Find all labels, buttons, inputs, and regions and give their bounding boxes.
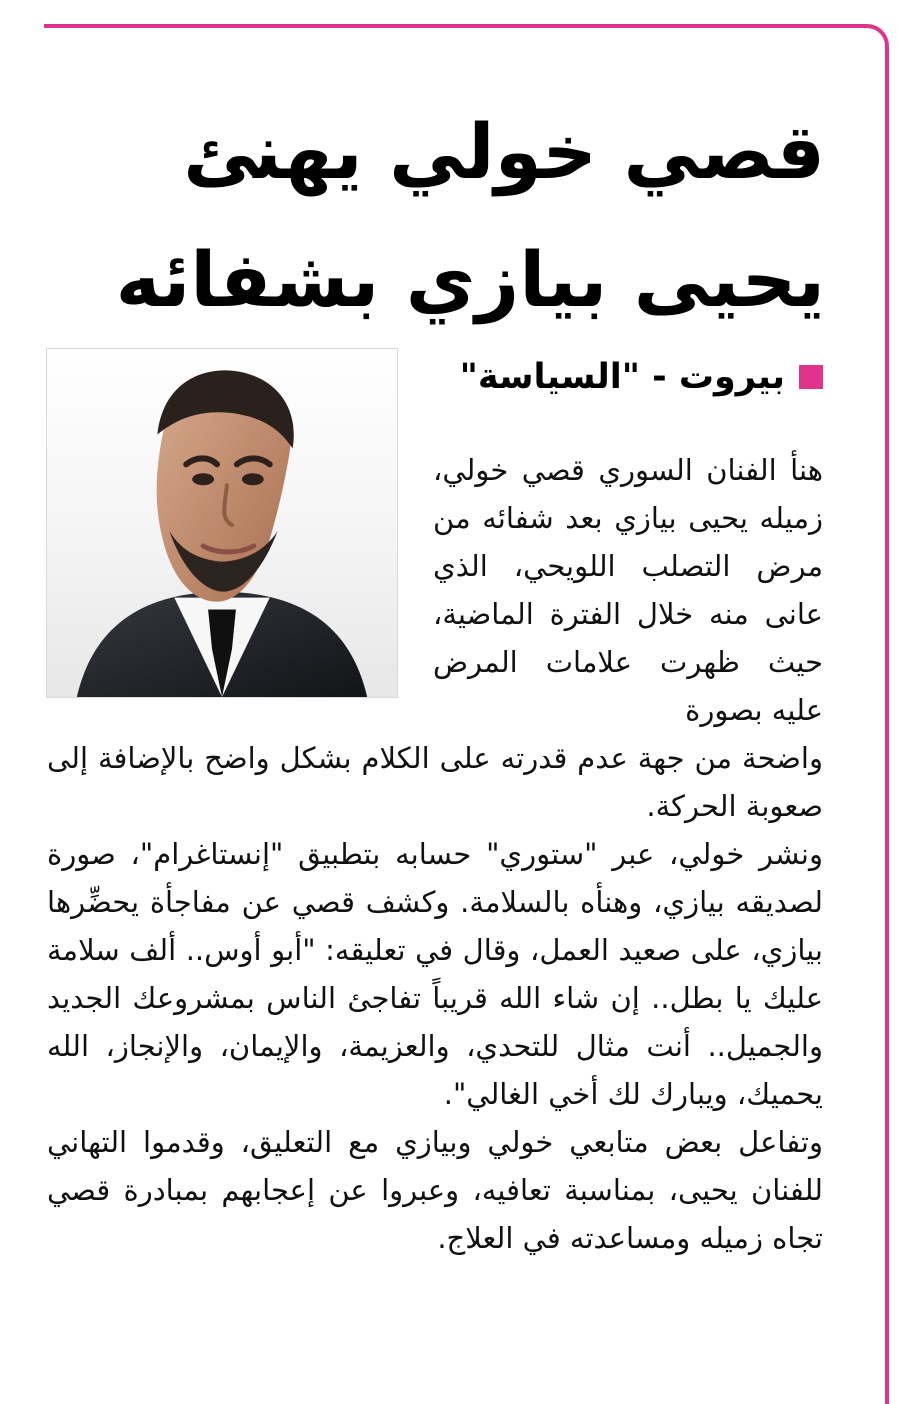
left-eye (192, 473, 214, 485)
headline-line-1: قصي خولي يهنئ (183, 107, 825, 196)
article-body (47, 734, 823, 1262)
right-eye (242, 473, 264, 485)
headline-line-2: يحيى بيازي بشفائه (115, 235, 825, 324)
lead-column (433, 446, 823, 734)
article-headline (65, 88, 825, 344)
dateline (433, 352, 823, 402)
article-photo (46, 348, 398, 698)
body-paragraph-2: ونشر خولي، عبر "ستوري" حسابه بتطبيق "إنستاغرام"، صورة لصديقه بيازي، وهنأه بالسلامة. وكشف قصي عن مفاجأة يحضِّرها بيازي، على صعيد العمل، وقال في تعليقه: "أبو أوس.. ألف سلامة عليك يا بطل.. إن شاء الله قريباً تفاجئ الناس بمشروعك الجديد والجميل.. أنت مثال للتحدي، والعزيمة، والإيمان، والإنجاز، الله يحميك، ويبارك لك أخي الغالي". (47, 837, 823, 1111)
body-paragraph-3: وتفاعل بعض متابعي خولي وبيازي مع التعليق، وقدموا التهاني للفنان يحيى، بمناسبة تعافيه، وعبروا عن إعجابهم بمبادرة قصي تجاه زميله ومساعدته في العلاج. (47, 1125, 823, 1255)
dateline-text: بيروت - "السياسة" (459, 357, 785, 397)
portrait-illustration (47, 349, 397, 697)
lead-paragraph: هنأ الفنان السوري قصي خولي، زميله يحيى بيازي بعد شفائه من مرض التصلب اللويحي، الذي عانى منه خلال الفترة الماضية، حيث ظهرت علامات المرض عليه بصورة (433, 453, 823, 727)
pink-square-marker (799, 365, 823, 389)
body-paragraph-1: واضحة من جهة عدم قدرته على الكلام بشكل واضح بالإضافة إلى صعوبة الحركة. (47, 741, 823, 823)
